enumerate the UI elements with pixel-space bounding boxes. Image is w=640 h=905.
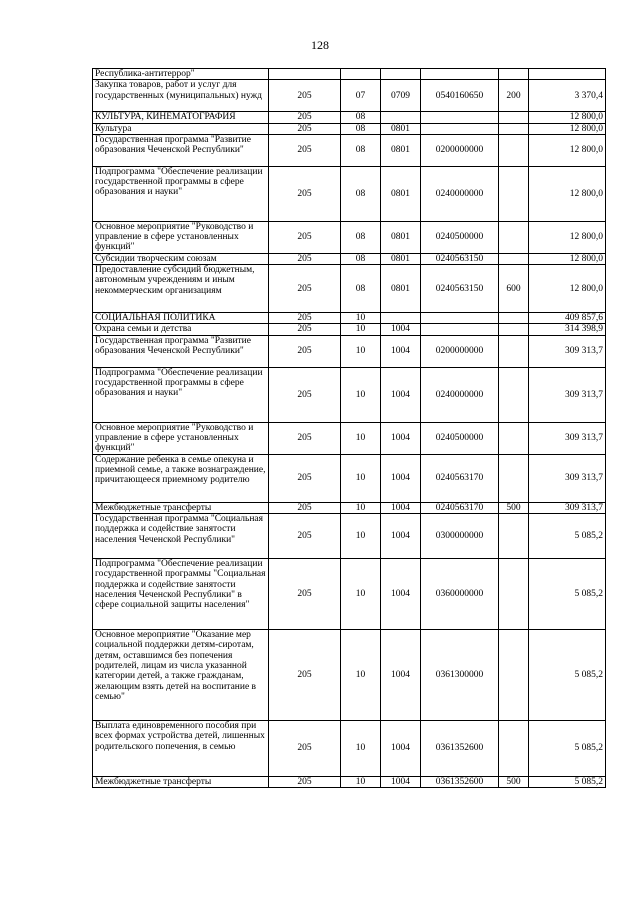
table-row — [93, 123, 606, 134]
table-row — [93, 777, 606, 788]
row-csr: 0240563150 — [421, 253, 499, 264]
row-vr: 600 — [499, 265, 529, 313]
row-rzpr: 1004 — [381, 367, 421, 422]
row-sum: 5 085,2 — [529, 777, 606, 788]
row-rz: 08 — [341, 221, 381, 253]
row-ved: 205 — [269, 324, 341, 335]
row-name: СОЦИАЛЬНАЯ ПОЛИТИКА — [93, 313, 269, 324]
row-csr: 0240563170 — [421, 454, 499, 502]
row-rzpr — [381, 112, 421, 123]
row-rz: 10 — [341, 422, 381, 454]
table-row — [93, 253, 606, 264]
row-ved: 205 — [269, 313, 341, 324]
table-row — [93, 112, 606, 123]
row-name: Подпрограмма "Обеспечение реализации государственной программы в сфере образования и науки" — [93, 166, 269, 221]
row-rzpr: 1004 — [381, 422, 421, 454]
row-rzpr — [381, 69, 421, 80]
row-vr — [499, 324, 529, 335]
row-vr — [499, 112, 529, 123]
row-vr — [499, 221, 529, 253]
row-name: Государственная программа "Развитие образования Чеченской Республики" — [93, 134, 269, 166]
budget-table — [92, 68, 606, 788]
row-sum: 12 800,0 — [529, 221, 606, 253]
table-row — [93, 313, 606, 324]
row-rz: 10 — [341, 721, 381, 777]
row-csr — [421, 313, 499, 324]
row-name: Основное мероприятие "Оказание мер социальной поддержки детям-сиротам, детям, оставшимся без попечения родителей, лицам из числа указанной категории детей, а также гражданам, желающим взять детей на воспитание в семью" — [93, 630, 269, 721]
row-rzpr: 1004 — [381, 630, 421, 721]
row-vr — [499, 514, 529, 559]
row-ved: 205 — [269, 630, 341, 721]
row-sum: 309 313,7 — [529, 502, 606, 513]
row-sum: 5 085,2 — [529, 559, 606, 630]
row-ved: 205 — [269, 422, 341, 454]
row-rzpr: 0801 — [381, 134, 421, 166]
row-csr — [421, 69, 499, 80]
row-vr — [499, 335, 529, 367]
table-row — [93, 502, 606, 513]
row-sum: 309 313,7 — [529, 454, 606, 502]
row-ved: 205 — [269, 134, 341, 166]
row-rzpr: 1004 — [381, 721, 421, 777]
row-rz: 08 — [341, 265, 381, 313]
row-vr — [499, 69, 529, 80]
row-rz: 10 — [341, 559, 381, 630]
row-ved: 205 — [269, 777, 341, 788]
row-rz: 10 — [341, 514, 381, 559]
row-name: Межбюджетные трансферты — [93, 502, 269, 513]
row-sum: 5 085,2 — [529, 514, 606, 559]
row-sum: 3 370,4 — [529, 80, 606, 112]
row-sum: 5 085,2 — [529, 630, 606, 721]
row-csr — [421, 123, 499, 134]
table-row — [93, 721, 606, 777]
row-rzpr: 0801 — [381, 166, 421, 221]
row-rzpr: 0801 — [381, 123, 421, 134]
row-vr — [499, 123, 529, 134]
table-row — [93, 422, 606, 454]
row-rzpr: 1004 — [381, 324, 421, 335]
row-vr — [499, 166, 529, 221]
row-rz: 10 — [341, 630, 381, 721]
row-vr — [499, 630, 529, 721]
row-sum — [529, 69, 606, 80]
row-sum: 12 800,0 — [529, 253, 606, 264]
row-name: Государственная программа "Социальная поддержка и содействие занятости населения Чеченской Республики" — [93, 514, 269, 559]
row-sum: 12 800,0 — [529, 123, 606, 134]
row-sum: 12 800,0 — [529, 166, 606, 221]
table-row — [93, 221, 606, 253]
row-ved: 205 — [269, 721, 341, 777]
row-rz: 10 — [341, 502, 381, 513]
row-sum: 409 857,6 — [529, 313, 606, 324]
row-vr — [499, 422, 529, 454]
row-csr — [421, 112, 499, 123]
row-ved: 205 — [269, 514, 341, 559]
row-name: Основное мероприятие "Руководство и управление в сфере установленных функций" — [93, 422, 269, 454]
row-csr: 0240000000 — [421, 166, 499, 221]
row-vr — [499, 559, 529, 630]
row-vr — [499, 367, 529, 422]
row-sum: 309 313,7 — [529, 422, 606, 454]
row-name: Выплата единовременного пособия при всех формах устройства детей, лишенных родительского попечения, в семью — [93, 721, 269, 777]
table-row — [93, 630, 606, 721]
row-vr — [499, 313, 529, 324]
row-rz: 10 — [341, 454, 381, 502]
row-ved: 205 — [269, 253, 341, 264]
row-rz: 08 — [341, 112, 381, 123]
row-sum: 309 313,7 — [529, 335, 606, 367]
row-sum: 12 800,0 — [529, 134, 606, 166]
row-vr: 500 — [499, 502, 529, 513]
row-vr — [499, 721, 529, 777]
row-name: Охрана семьи и детства — [93, 324, 269, 335]
row-csr: 0200000000 — [421, 335, 499, 367]
row-rzpr — [381, 313, 421, 324]
row-name: Содержание ребенка в семье опекуна и приемной семье, а также вознаграждение, причитающееся приемному родителю — [93, 454, 269, 502]
row-vr — [499, 134, 529, 166]
row-ved: 205 — [269, 559, 341, 630]
table-row — [93, 265, 606, 313]
row-rzpr: 0801 — [381, 265, 421, 313]
table-row — [93, 559, 606, 630]
row-rzpr: 0801 — [381, 221, 421, 253]
row-ved: 205 — [269, 166, 341, 221]
row-name: Закупка товаров, работ и услуг для государственных (муниципальных) нужд — [93, 80, 269, 112]
row-rzpr: 1004 — [381, 335, 421, 367]
row-vr: 200 — [499, 80, 529, 112]
row-ved: 205 — [269, 123, 341, 134]
row-ved: 205 — [269, 454, 341, 502]
row-name: Предоставление субсидий бюджетным, автономным учреждениям и иным некоммерческим организациям — [93, 265, 269, 313]
row-rzpr: 1004 — [381, 502, 421, 513]
row-csr: 0540160650 — [421, 80, 499, 112]
table-row — [93, 514, 606, 559]
table-row — [93, 69, 606, 80]
page-number: 128 — [311, 38, 329, 52]
row-name: Межбюджетные трансферты — [93, 777, 269, 788]
row-ved: 205 — [269, 335, 341, 367]
row-rz: 08 — [341, 123, 381, 134]
row-csr: 0240000000 — [421, 367, 499, 422]
row-ved: 205 — [269, 221, 341, 253]
table-row — [93, 367, 606, 422]
row-rzpr: 0709 — [381, 80, 421, 112]
row-name: КУЛЬТУРА, КИНЕМАТОГРАФИЯ — [93, 112, 269, 123]
row-vr — [499, 253, 529, 264]
row-vr — [499, 454, 529, 502]
row-ved: 205 — [269, 502, 341, 513]
row-name: Субсидии творческим союзам — [93, 253, 269, 264]
row-csr: 0361300000 — [421, 630, 499, 721]
row-rz: 10 — [341, 324, 381, 335]
row-csr — [421, 324, 499, 335]
row-csr: 0361352600 — [421, 777, 499, 788]
row-rz: 07 — [341, 80, 381, 112]
row-ved: 205 — [269, 80, 341, 112]
row-csr: 0200000000 — [421, 134, 499, 166]
row-sum: 314 398,9 — [529, 324, 606, 335]
row-csr: 0240500000 — [421, 422, 499, 454]
row-rz: 08 — [341, 166, 381, 221]
row-rz: 10 — [341, 313, 381, 324]
row-vr: 500 — [499, 777, 529, 788]
row-ved: 205 — [269, 367, 341, 422]
row-name: Республика-антитеррор" — [93, 69, 269, 80]
table-row — [93, 166, 606, 221]
row-rz: 10 — [341, 367, 381, 422]
row-rz: 08 — [341, 253, 381, 264]
row-rzpr: 0801 — [381, 253, 421, 264]
row-name: Подпрограмма "Обеспечение реализации государственной программы в сфере образования и науки" — [93, 367, 269, 422]
row-name: Государственная программа "Развитие образования Чеченской Республики" — [93, 335, 269, 367]
row-rz: 08 — [341, 134, 381, 166]
row-sum: 309 313,7 — [529, 367, 606, 422]
row-rz — [341, 69, 381, 80]
row-rz: 10 — [341, 777, 381, 788]
row-csr: 0240563170 — [421, 502, 499, 513]
row-ved: 205 — [269, 112, 341, 123]
row-csr: 0240500000 — [421, 221, 499, 253]
row-name: Культура — [93, 123, 269, 134]
table-row — [93, 324, 606, 335]
row-csr: 0240563150 — [421, 265, 499, 313]
row-rz: 10 — [341, 335, 381, 367]
row-ved — [269, 69, 341, 80]
row-sum: 5 085,2 — [529, 721, 606, 777]
row-name: Основное мероприятие "Руководство и управление в сфере установленных функций" — [93, 221, 269, 253]
row-sum: 12 800,0 — [529, 265, 606, 313]
table-row — [93, 134, 606, 166]
row-rzpr: 1004 — [381, 454, 421, 502]
row-sum: 12 800,0 — [529, 112, 606, 123]
row-rzpr: 1004 — [381, 514, 421, 559]
table-row — [93, 80, 606, 112]
table-row — [93, 335, 606, 367]
row-ved: 205 — [269, 265, 341, 313]
row-csr: 0300000000 — [421, 514, 499, 559]
row-csr: 0361352600 — [421, 721, 499, 777]
row-rzpr: 1004 — [381, 559, 421, 630]
row-csr: 0360000000 — [421, 559, 499, 630]
row-name: Подпрограмма "Обеспечение реализации государственной программы "Социальная поддержка и содействие занятости населения Чеченской Республики" в сфере социальной защиты населения" — [93, 559, 269, 630]
row-rzpr: 1004 — [381, 777, 421, 788]
table-row — [93, 454, 606, 502]
